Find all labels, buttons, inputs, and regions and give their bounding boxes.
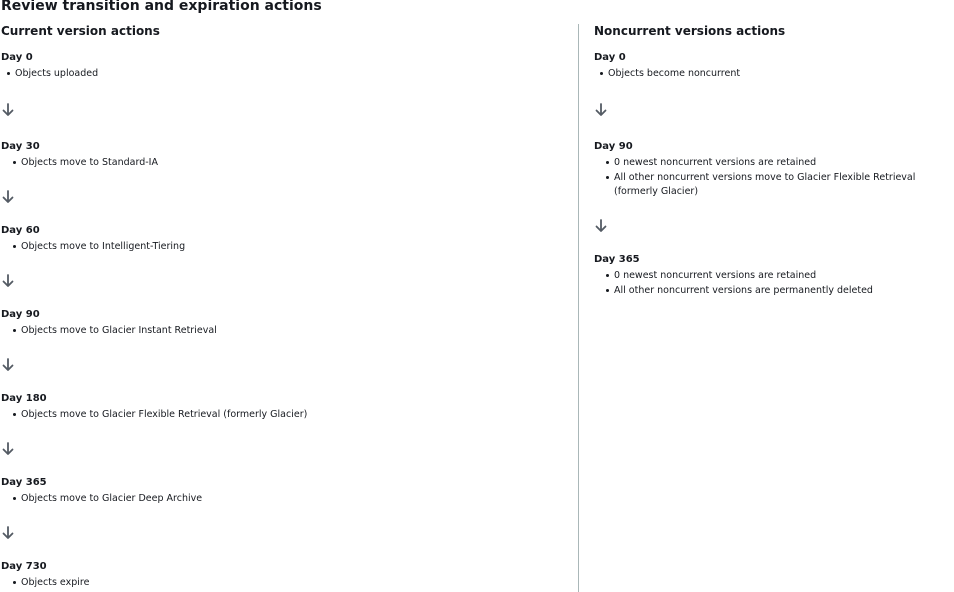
- noncurrent-step-day-90: [594, 140, 954, 199]
- arrow-down-icon: [1, 274, 15, 288]
- step-day-label: Day 365: [1, 477, 47, 488]
- noncurrent-step-day-0: [594, 51, 954, 81]
- list-item: Objects move to Standard-IA: [1, 156, 571, 170]
- step-actions: [1, 576, 571, 590]
- list-item: 0 newest noncurrent versions are retained: [594, 269, 954, 283]
- current-version-title: Current version actions: [1, 24, 160, 38]
- column-divider: [578, 24, 579, 592]
- list-item: 0 newest noncurrent versions are retained: [594, 156, 954, 170]
- noncurrent-step-day-365: [594, 253, 954, 298]
- arrow-down-icon: [1, 358, 15, 372]
- list-item: Objects move to Glacier Deep Archive: [1, 492, 571, 506]
- step-day-label: Day 0: [1, 52, 33, 63]
- step-day-label: Day 90: [1, 309, 40, 320]
- list-item: Objects uploaded: [1, 67, 571, 81]
- step-actions: [1, 492, 571, 506]
- step-day-label: Day 90: [594, 141, 633, 152]
- current-version-actions: [1, 22, 571, 591]
- arrow-down-icon: [594, 103, 608, 117]
- current-step-day-60: [1, 224, 571, 254]
- step-actions: [594, 269, 954, 298]
- current-step-day-365: [1, 476, 571, 506]
- current-step-day-730: [1, 560, 571, 590]
- step-actions: [594, 67, 954, 81]
- list-item: All other noncurrent versions move to Glacier Flexible Retrieval (formerly Glacier): [594, 171, 954, 199]
- list-item: Objects move to Intelligent-Tiering: [1, 240, 571, 254]
- page-title: Review transition and expiration actions: [1, 0, 322, 14]
- noncurrent-versions-title: Noncurrent versions actions: [594, 24, 786, 38]
- noncurrent-versions-actions: [594, 22, 954, 299]
- current-step-day-180: [1, 392, 571, 422]
- arrow-down-icon: [1, 103, 15, 117]
- step-actions: [1, 408, 571, 422]
- step-actions: [1, 67, 571, 81]
- arrow-down-icon: [1, 442, 15, 456]
- list-item: Objects move to Glacier Flexible Retrieval (formerly Glacier): [1, 408, 571, 422]
- step-day-label: Day 0: [594, 52, 626, 63]
- arrow-down-icon: [1, 190, 15, 204]
- current-step-day-0: [1, 51, 571, 81]
- step-day-label: Day 730: [1, 561, 47, 572]
- list-item: Objects become noncurrent: [594, 67, 954, 81]
- list-item: Objects move to Glacier Instant Retrieval: [1, 324, 571, 338]
- arrow-down-icon: [1, 526, 15, 540]
- step-day-label: Day 30: [1, 141, 40, 152]
- current-step-day-90: [1, 308, 571, 338]
- step-actions: [1, 240, 571, 254]
- list-item: All other noncurrent versions are permanently deleted: [594, 284, 954, 298]
- step-actions: [1, 156, 571, 170]
- step-day-label: Day 60: [1, 225, 40, 236]
- step-actions: [1, 324, 571, 338]
- step-day-label: Day 365: [594, 254, 640, 265]
- step-actions: [594, 156, 954, 199]
- arrow-down-icon: [594, 219, 608, 233]
- current-step-day-30: [1, 140, 571, 170]
- step-day-label: Day 180: [1, 393, 47, 404]
- list-item: Objects expire: [1, 576, 571, 590]
